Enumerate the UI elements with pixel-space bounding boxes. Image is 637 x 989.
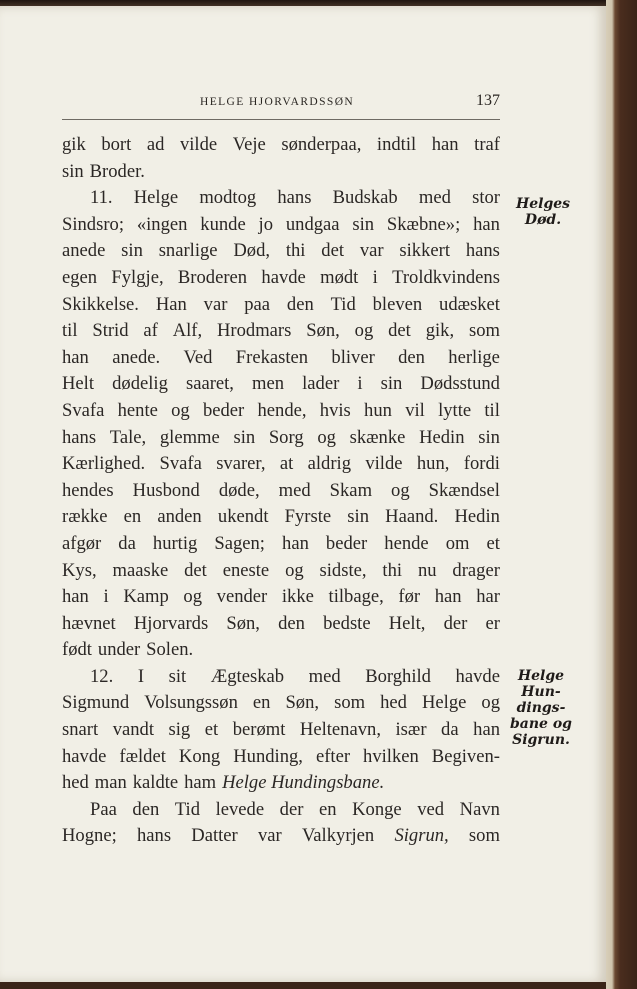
- text-line: [62, 318, 500, 345]
- word: ad: [146, 134, 165, 155]
- word: Helge Hundingsbane.: [222, 772, 385, 794]
- text-line: [62, 292, 500, 319]
- word: Heltenavn,: [299, 719, 381, 741]
- word: Helge: [133, 187, 179, 209]
- text-line: [62, 770, 500, 797]
- word: Sorg: [268, 426, 304, 448]
- text-line: [62, 238, 500, 265]
- word: gik: [62, 134, 86, 155]
- word: hun: [364, 399, 392, 421]
- word: Sagen;: [214, 532, 265, 554]
- word: Ved: [183, 346, 213, 368]
- word: om: [445, 532, 470, 554]
- word: thi: [285, 240, 306, 262]
- word: den: [286, 293, 314, 315]
- word: hente: [117, 399, 158, 421]
- word: Budskab: [332, 187, 398, 209]
- word: lader: [302, 373, 340, 395]
- text-line: [62, 690, 500, 717]
- word: anede: [62, 240, 106, 262]
- word: han: [473, 213, 500, 235]
- word: havde: [455, 665, 500, 687]
- text-line: [62, 664, 500, 691]
- text-line: [62, 744, 500, 771]
- word: Svafa: [62, 399, 105, 421]
- text-line: [62, 504, 500, 531]
- word: vilde: [179, 134, 218, 155]
- word: Ægteskab: [210, 665, 285, 687]
- word: lytte: [438, 399, 472, 421]
- word: under: [97, 639, 141, 661]
- word: snart: [62, 719, 99, 741]
- text-line: [62, 584, 500, 611]
- word: Frekasten: [235, 346, 309, 368]
- body-text: [62, 132, 500, 850]
- text-line: [62, 265, 500, 292]
- text-line: [62, 611, 500, 638]
- word: Troldkvindens: [392, 266, 500, 288]
- word: Datter: [191, 825, 238, 847]
- word: i: [357, 373, 363, 395]
- word: hævnet: [62, 612, 116, 634]
- text-line: [62, 558, 500, 585]
- word: den: [398, 346, 425, 368]
- word: snarlige: [158, 240, 218, 262]
- word: hendes: [62, 479, 114, 501]
- word: drager: [452, 559, 500, 581]
- word: fældet: [119, 745, 166, 767]
- word: stor: [472, 187, 500, 209]
- word: Helt,: [388, 612, 426, 634]
- word: egen: [62, 266, 98, 288]
- word: hvilken: [363, 745, 419, 767]
- word: han: [434, 586, 462, 608]
- word: paa: [244, 293, 271, 315]
- word: den: [132, 798, 160, 820]
- word: og: [183, 586, 202, 608]
- word: ukendt: [217, 506, 269, 528]
- word: var: [257, 825, 282, 847]
- word: der: [443, 612, 468, 634]
- word: ved: [417, 798, 445, 820]
- word: sin: [121, 240, 143, 262]
- word: i: [103, 586, 109, 608]
- text-line: [62, 823, 500, 850]
- word: det: [321, 240, 345, 262]
- word: var: [359, 240, 384, 262]
- word: en: [318, 798, 337, 820]
- word: sin: [380, 373, 403, 395]
- text-line: [62, 531, 500, 558]
- page-number: 137: [476, 92, 500, 109]
- word: Alf,: [172, 320, 203, 342]
- text-line: [62, 717, 500, 744]
- word: Paa: [90, 798, 117, 820]
- word: 12.: [90, 665, 114, 687]
- book-page-edge: [606, 0, 637, 989]
- text-line: [62, 425, 500, 452]
- word: Tid: [174, 798, 201, 820]
- word: I: [137, 665, 145, 687]
- word: han: [431, 134, 459, 155]
- text-line: [62, 185, 500, 212]
- word: sikkert: [399, 240, 450, 262]
- word: Hedin: [419, 426, 465, 448]
- word: han: [62, 586, 89, 608]
- word: som: [334, 692, 366, 714]
- word: ham: [184, 772, 217, 794]
- word: vil: [405, 399, 425, 421]
- word: Kys,: [62, 559, 97, 581]
- word: svarer,: [216, 453, 266, 475]
- word: Han: [155, 293, 187, 315]
- word: Begiven-: [431, 745, 500, 767]
- word: traf: [474, 134, 500, 155]
- text-line: [62, 478, 500, 505]
- word: modtog: [199, 187, 257, 209]
- word: kaldte: [132, 772, 179, 794]
- header-rule: [62, 119, 500, 120]
- word: til: [62, 320, 78, 342]
- word: sin: [352, 213, 375, 235]
- word: saaret,: [185, 373, 234, 395]
- margin-note-helges-dod: [510, 196, 576, 228]
- word: herlige: [448, 346, 500, 368]
- word: Veje: [232, 134, 266, 155]
- margin-note-line: dings-: [516, 700, 566, 716]
- word: Broder.: [89, 160, 145, 182]
- word: sin: [347, 506, 369, 528]
- word: født: [62, 639, 92, 661]
- word: Solen.: [146, 639, 194, 661]
- word: hans: [465, 240, 500, 262]
- word: hed: [380, 692, 407, 714]
- word: han: [282, 532, 309, 554]
- word: Skikkelse.: [62, 293, 139, 315]
- word: hende,: [257, 399, 307, 421]
- word: især: [395, 719, 427, 741]
- word: da: [118, 532, 136, 554]
- word: Hedin: [454, 506, 500, 528]
- word: hans: [62, 426, 97, 448]
- word: vilde: [365, 453, 403, 475]
- text-line: [62, 371, 500, 398]
- word: og: [481, 692, 500, 714]
- word: dødelig: [112, 373, 168, 395]
- word: Volsungssøn: [144, 692, 238, 714]
- word: med: [418, 187, 451, 209]
- margin-note-line: Hun-: [521, 684, 561, 700]
- text-line: [62, 797, 500, 824]
- word: Haand.: [385, 506, 439, 528]
- running-title: HELGE HJORVARDSSØN: [200, 96, 355, 108]
- word: sin: [233, 426, 256, 448]
- word: nu: [417, 559, 437, 581]
- word: Sindsro;: [62, 213, 124, 235]
- word: det: [184, 559, 207, 581]
- word: Hjorvards: [133, 612, 209, 634]
- word: ikke: [281, 586, 314, 608]
- word: Hogne;: [62, 825, 117, 847]
- word: Valkyrjen: [301, 825, 375, 847]
- word: det: [388, 320, 411, 342]
- word: Svafa: [159, 453, 202, 475]
- word: til: [484, 399, 500, 421]
- word: gik,: [425, 320, 455, 342]
- word: indtil: [376, 134, 417, 155]
- word: sin: [478, 426, 500, 448]
- word: før: [398, 586, 421, 608]
- word: thi: [382, 559, 403, 581]
- word: Skæbne»;: [386, 213, 461, 235]
- word: og: [285, 559, 304, 581]
- word: hans: [277, 187, 312, 209]
- word: er: [485, 612, 500, 634]
- word: Broderen: [177, 266, 248, 288]
- word: Skam: [329, 479, 373, 501]
- word: bort: [101, 134, 132, 155]
- word: sønderpaa,: [281, 134, 362, 155]
- word: han: [62, 346, 89, 368]
- word: var: [203, 293, 228, 315]
- word: som: [468, 825, 500, 847]
- word: Dødsstund: [420, 373, 500, 395]
- text-line: [62, 345, 500, 372]
- word: beder: [202, 399, 245, 421]
- word: og: [391, 479, 410, 501]
- word: men: [252, 373, 285, 395]
- word: Helge: [421, 692, 467, 714]
- word: hende: [384, 532, 429, 554]
- word: Kong: [178, 745, 221, 767]
- word: Husbond: [132, 479, 200, 501]
- word: skænke: [349, 426, 406, 448]
- word: som: [468, 320, 500, 342]
- word: af: [143, 320, 158, 342]
- margin-note-line: Død.: [524, 212, 562, 228]
- word: sidste,: [319, 559, 367, 581]
- word: et: [486, 532, 500, 554]
- word: efter: [315, 745, 351, 767]
- word: Helt: [62, 373, 95, 395]
- word: han: [473, 719, 500, 741]
- word: hans: [136, 825, 172, 847]
- word: levede: [215, 798, 265, 820]
- word: hurtig: [152, 532, 198, 554]
- word: Kærlighed.: [62, 453, 146, 475]
- word: berømt: [232, 719, 286, 741]
- word: at: [279, 453, 294, 475]
- word: havde: [261, 266, 306, 288]
- word: Søn,: [306, 320, 340, 342]
- word: Søn,: [226, 612, 260, 634]
- word: hed: [62, 772, 89, 794]
- word: undgaa: [285, 213, 340, 235]
- word: Navn: [459, 798, 500, 820]
- word: aldrig: [307, 453, 351, 475]
- word: udæsket: [439, 293, 500, 315]
- word: Tale,: [109, 426, 147, 448]
- text-line: [62, 212, 500, 239]
- word: og: [354, 320, 374, 342]
- text-line: [62, 637, 500, 664]
- word: fordi: [463, 453, 500, 475]
- word: har: [476, 586, 500, 608]
- word: havde: [62, 745, 107, 767]
- word: Fyrste: [284, 506, 332, 528]
- word: Hunding,: [233, 745, 303, 767]
- word: en: [252, 692, 271, 714]
- word: med: [308, 665, 341, 687]
- margin-note-helge-hundingsbane: [505, 668, 577, 748]
- word: beder: [325, 532, 368, 554]
- word: vender: [216, 586, 268, 608]
- word: og: [171, 399, 190, 421]
- margin-note-line: Helge: [517, 668, 565, 684]
- word: tilbage,: [328, 586, 384, 608]
- word: kunde: [200, 213, 246, 235]
- word: eneste: [222, 559, 270, 581]
- word: jo: [258, 213, 274, 235]
- word: hvis: [319, 399, 351, 421]
- word: maaske: [112, 559, 169, 581]
- word: den: [278, 612, 305, 634]
- text-line: [62, 132, 500, 159]
- word: Sigrun,: [394, 825, 449, 847]
- margin-note-line: Sigrun.: [512, 732, 570, 748]
- word: række: [62, 506, 108, 528]
- word: Søn,: [285, 692, 320, 714]
- word: 11.: [90, 187, 113, 209]
- word: «ingen: [136, 213, 188, 235]
- word: glemme: [159, 426, 220, 448]
- word: og: [317, 426, 336, 448]
- word: Tid: [330, 293, 356, 315]
- margin-note-line: bane og: [510, 716, 572, 732]
- word: bliver: [331, 346, 375, 368]
- word: en: [123, 506, 142, 528]
- word: Fylgje,: [111, 266, 164, 288]
- word: anden: [157, 506, 202, 528]
- word: et: [204, 719, 219, 741]
- word: Strid: [92, 320, 129, 342]
- word: sit: [168, 665, 187, 687]
- word: Død,: [233, 240, 271, 262]
- page-header: [62, 94, 500, 116]
- word: sig: [168, 719, 191, 741]
- text-line: [62, 159, 500, 186]
- word: afgør: [62, 532, 102, 554]
- word: Sigmund: [62, 692, 130, 714]
- text-line: [62, 398, 500, 425]
- word: med: [278, 479, 311, 501]
- word: Skændsel: [428, 479, 500, 501]
- word: Hrodmars: [217, 320, 292, 342]
- word: der: [279, 798, 304, 820]
- word: sin: [62, 160, 84, 182]
- word: vandt: [112, 719, 154, 741]
- word: bedste: [323, 612, 371, 634]
- text-line: [62, 451, 500, 478]
- word: Konge: [352, 798, 402, 820]
- word: Kamp: [123, 586, 169, 608]
- word: Borghild: [365, 665, 431, 687]
- word: da: [441, 719, 459, 741]
- word: hun,: [416, 453, 450, 475]
- word: bleven: [372, 293, 423, 315]
- margin-note-line: Helges: [515, 196, 571, 212]
- word: i: [372, 266, 378, 288]
- word: mødt: [320, 266, 359, 288]
- word: døde,: [218, 479, 260, 501]
- word: man: [94, 772, 127, 794]
- word: anede.: [112, 346, 161, 368]
